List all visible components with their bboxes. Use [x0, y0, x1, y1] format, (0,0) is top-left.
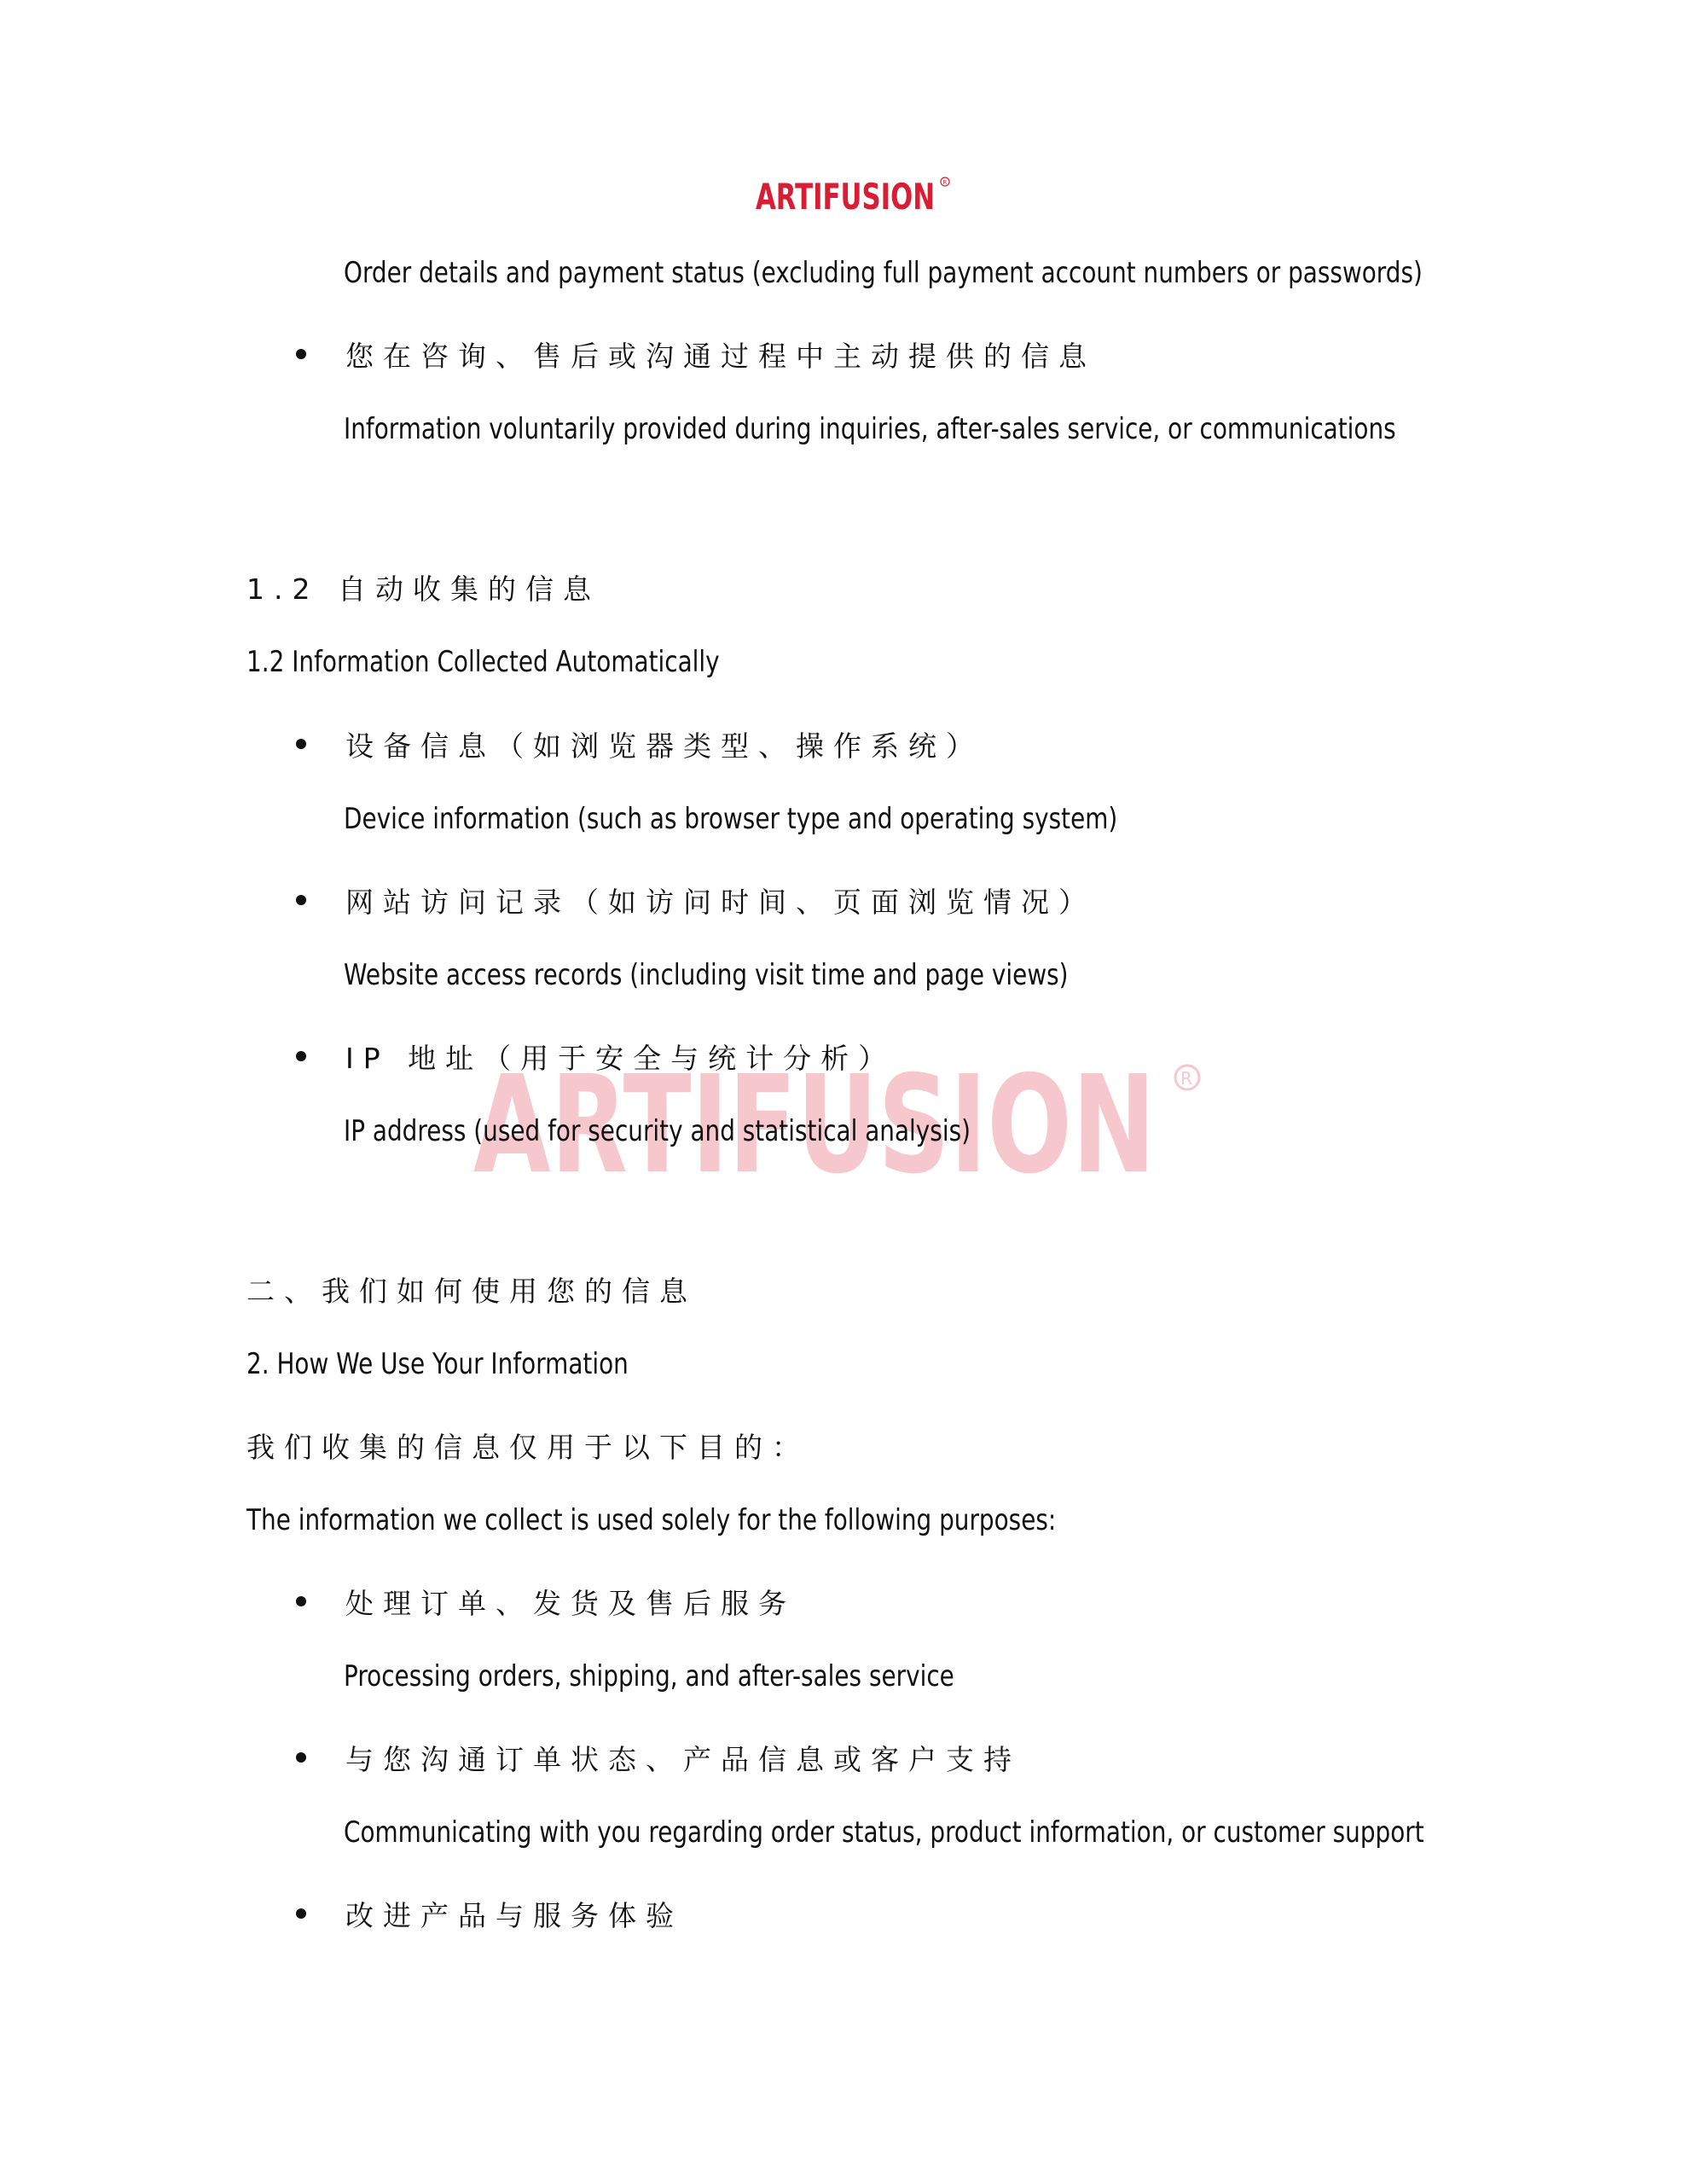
bullet	[296, 1051, 306, 1061]
svg-text:R: R	[1180, 1068, 1192, 1089]
bullet	[296, 1908, 306, 1919]
bullet	[296, 1752, 306, 1763]
bullet	[296, 349, 306, 359]
watermark-wordmark: ARTIFUSION	[473, 1047, 1156, 1182]
text-purposes-en: The information we collect is used solely for the following purposes:	[246, 1503, 1057, 1537]
svg-text:R: R	[942, 179, 948, 186]
text-order-details: Order details and payment status (excluding full payment account numbers or passwords)	[344, 256, 1423, 290]
heading-2-zh: 二、我们如何使用您的信息	[246, 1275, 697, 1308]
text-voluntary-info-en: Information voluntarily provided during inquiries, after-sales service, or communications	[344, 412, 1396, 446]
bullet	[296, 1596, 306, 1606]
text-device-info-zh: 设备信息（如浏览器类型、操作系统）	[345, 729, 983, 763]
bullet	[296, 739, 306, 749]
text-purposes-zh: 我们收集的信息仅用于以下目的：	[246, 1431, 809, 1464]
bullet	[296, 895, 306, 905]
text-processing-orders-zh: 处理订单、发货及售后服务	[345, 1587, 796, 1620]
logo-wordmark: ARTIFUSION	[756, 176, 935, 216]
text-device-info-en: Device information (such as browser type and operating system)	[344, 802, 1118, 836]
text-access-records-zh: 网站访问记录（如访问时间、页面浏览情况）	[345, 886, 1096, 919]
text-voluntary-info-zh: 您在咨询、售后或沟通过程中主动提供的信息	[345, 340, 1096, 373]
artifusion-logo	[756, 173, 952, 216]
heading-1-2-en: 1.2 Information Collected Automatically	[246, 645, 720, 679]
text-processing-orders-en: Processing orders, shipping, and after-sales service	[344, 1659, 954, 1693]
heading-1-2-zh: 1.2 自动收集的信息	[246, 572, 600, 606]
text-ip-address-en: IP address (used for security and statistical analysis)	[344, 1114, 971, 1148]
text-communicating-zh: 与您沟通订单状态、产品信息或客户支持	[345, 1743, 1021, 1776]
text-communicating-en: Communicating with you regarding order status, product information, or customer support	[344, 1815, 1424, 1850]
heading-2-en: 2. How We Use Your Information	[246, 1347, 629, 1381]
text-access-records-en: Website access records (including visit time and page views)	[344, 958, 1069, 992]
text-improve-services-zh: 改进产品与服务体验	[345, 1899, 683, 1932]
text-ip-address-zh: IP 地址（用于安全与统计分析）	[345, 1042, 896, 1075]
